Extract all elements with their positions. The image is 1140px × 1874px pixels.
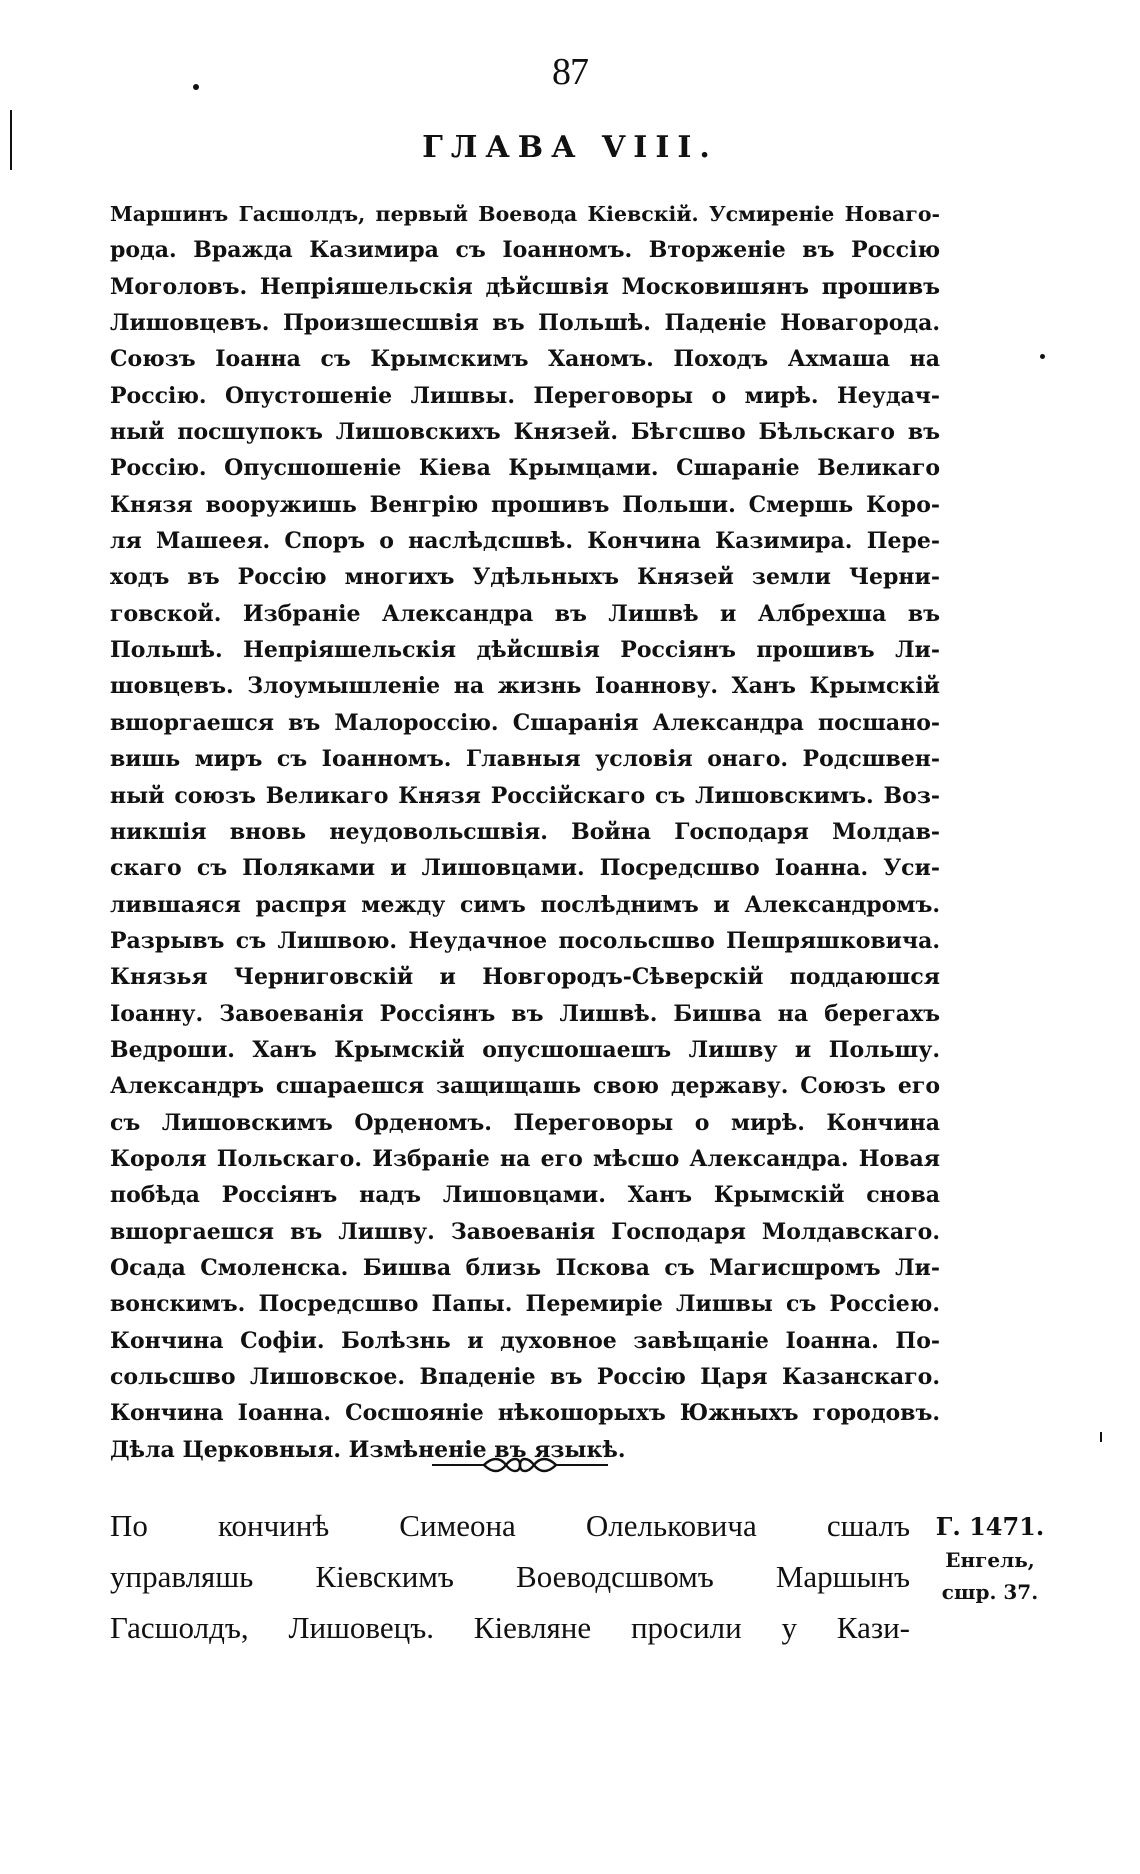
summary-line: Маршинъ Гасшолдъ, первый Воевода Кіевскій. Усмиреніе Новаго-	[110, 202, 940, 226]
body-line: По кончинѣ Симеона Олельковича сшалъ	[110, 1508, 910, 1543]
scan-speck	[10, 110, 12, 170]
summary-line: Кончина Іоанна. Сосшояніе нѣкошорыхъ Южныхъ городовъ.	[110, 1400, 940, 1427]
summary-line: Осада Смоленска. Бишва близь Пскова съ Магисшромъ Ли-	[110, 1254, 940, 1281]
summary-line: ходъ въ Россію многихъ Удѣльныхъ Князей земли Черни-	[110, 564, 940, 591]
summary-line: Россію. Опусшошеніе Кіева Крымцами. Сшараніе Великаго	[110, 455, 940, 482]
summary-line: Князя вооружишь Венгрію прошивъ Польши. Смершь Коро-	[110, 491, 940, 518]
summary-line: Россію. Опустошеніе Лишвы. Переговоры о мирѣ. Неудач-	[110, 382, 940, 409]
summary-line: Польшѣ. Непріяшельскія дѣйсшвія Россіянъ прошивъ Ли-	[110, 637, 940, 664]
summary-line: сольсшво Лишовское. Впаденіе въ Россію Царя Казанскаго.	[110, 1364, 940, 1390]
summary-line: ля Машеея. Споръ о наслѣдсшвѣ. Кончина Казимира. Пере-	[110, 528, 940, 555]
summary-line: лившаяся распря между симъ послѣднимъ и Александромъ.	[110, 891, 940, 918]
body-text	[110, 1500, 910, 1653]
summary-line: побѣда Россіянъ надъ Лишовцами. Ханъ Крымскій снова	[110, 1182, 940, 1209]
summary-line: Разрывъ съ Лишвою. Неудачное посольсшво Пешряшковича.	[110, 927, 940, 954]
scan-speck	[1100, 1432, 1102, 1442]
summary-line: рода. Вражда Казимира съ Іоанномъ. Вторженіе въ Россію	[110, 237, 940, 264]
scan-speck	[193, 84, 199, 90]
summary-line: вшоргаешся въ Лишву. Завоеванія Господаря Молдавскаго.	[110, 1218, 940, 1245]
summary-line: Короля Польскаго. Избраніе на его мѣсшо Александра. Новая	[110, 1145, 940, 1172]
summary-line: скаго съ Поляками и Лишовцами. Посредсшво Іоанна. Уси-	[110, 855, 940, 882]
summary-line: ный посшупокъ Лишовскихъ Князей. Бѣгсшво Бѣльскаго въ	[110, 419, 940, 446]
summary-line: Моголовъ. Непріяшельскія дѣйсшвія Московишянъ прошивъ	[110, 273, 940, 300]
chapter-heading: ГЛАВА VIII.	[422, 130, 718, 165]
chapter-summary	[110, 196, 940, 1468]
summary-line: Князья Черниговскій и Новгородъ-Сѣверскій поддаюшся	[110, 964, 940, 991]
body-line: Гасшолдъ, Лишовецъ. Кіевляне просили у Кази-	[110, 1610, 910, 1645]
page-number: 87	[552, 51, 588, 93]
summary-line: Іоанну. Завоеванія Россіянъ въ Лишвѣ. Бишва на берегахъ	[110, 1000, 940, 1027]
scan-speck	[1040, 354, 1045, 359]
margin-note-page-ref: сшр. 37.	[941, 1580, 1039, 1604]
margin-note	[930, 1510, 1050, 1608]
summary-line: Кончина Софіи. Болѣзнь и духовное завѣщаніе Іоанна. По-	[110, 1327, 940, 1354]
summary-line: Дѣла Церковныя. Измѣненіе въ языкѣ.	[110, 1436, 626, 1463]
summary-line: говской. Избраніе Александра въ Лишвѣ и Албрехша въ	[110, 600, 940, 627]
summary-line: съ Лишовскимъ Орденомъ. Переговоры о мирѣ. Кончина	[110, 1109, 940, 1136]
summary-line: Ведроши. Ханъ Крымскій опусшошаешъ Лишву и Польшу.	[110, 1036, 940, 1063]
summary-line: вшоргаешся въ Малороссію. Сшаранія Александра посшано-	[110, 709, 940, 736]
summary-line: Союзъ Іоанна съ Крымскимъ Ханомъ. Походъ Ахмаша на	[110, 346, 940, 373]
summary-line: вонскимъ. Посредсшво Папы. Перемиріе Лишвы съ Россіею.	[110, 1291, 940, 1318]
summary-line: никшія вновь неудовольсшвія. Война Господаря Молдав-	[110, 818, 940, 845]
margin-note-year: Г. 1471.	[935, 1512, 1045, 1541]
summary-line: вишь миръ съ Іоанномъ. Главныя условія онаго. Родсшвен-	[110, 746, 940, 773]
summary-line: ный союзъ Великаго Князя Россійскаго съ Лишовскимъ. Воз-	[110, 782, 940, 809]
margin-note-source: Енгель,	[945, 1548, 1035, 1572]
body-line: управляшь Кіевскимъ Воеводсшвомъ Маршынъ	[110, 1559, 910, 1594]
summary-line: шовцевъ. Злоумышленіе на жизнь Іоаннову. Ханъ Крымскій	[110, 673, 940, 700]
summary-line: Александръ сшараешся защищашь свою державу. Союзъ его	[110, 1073, 940, 1100]
ornamental-divider	[432, 1454, 608, 1476]
summary-line: Лишовцевъ. Произшесшвія въ Польшѣ. Паденіе Новагорода.	[110, 310, 940, 337]
